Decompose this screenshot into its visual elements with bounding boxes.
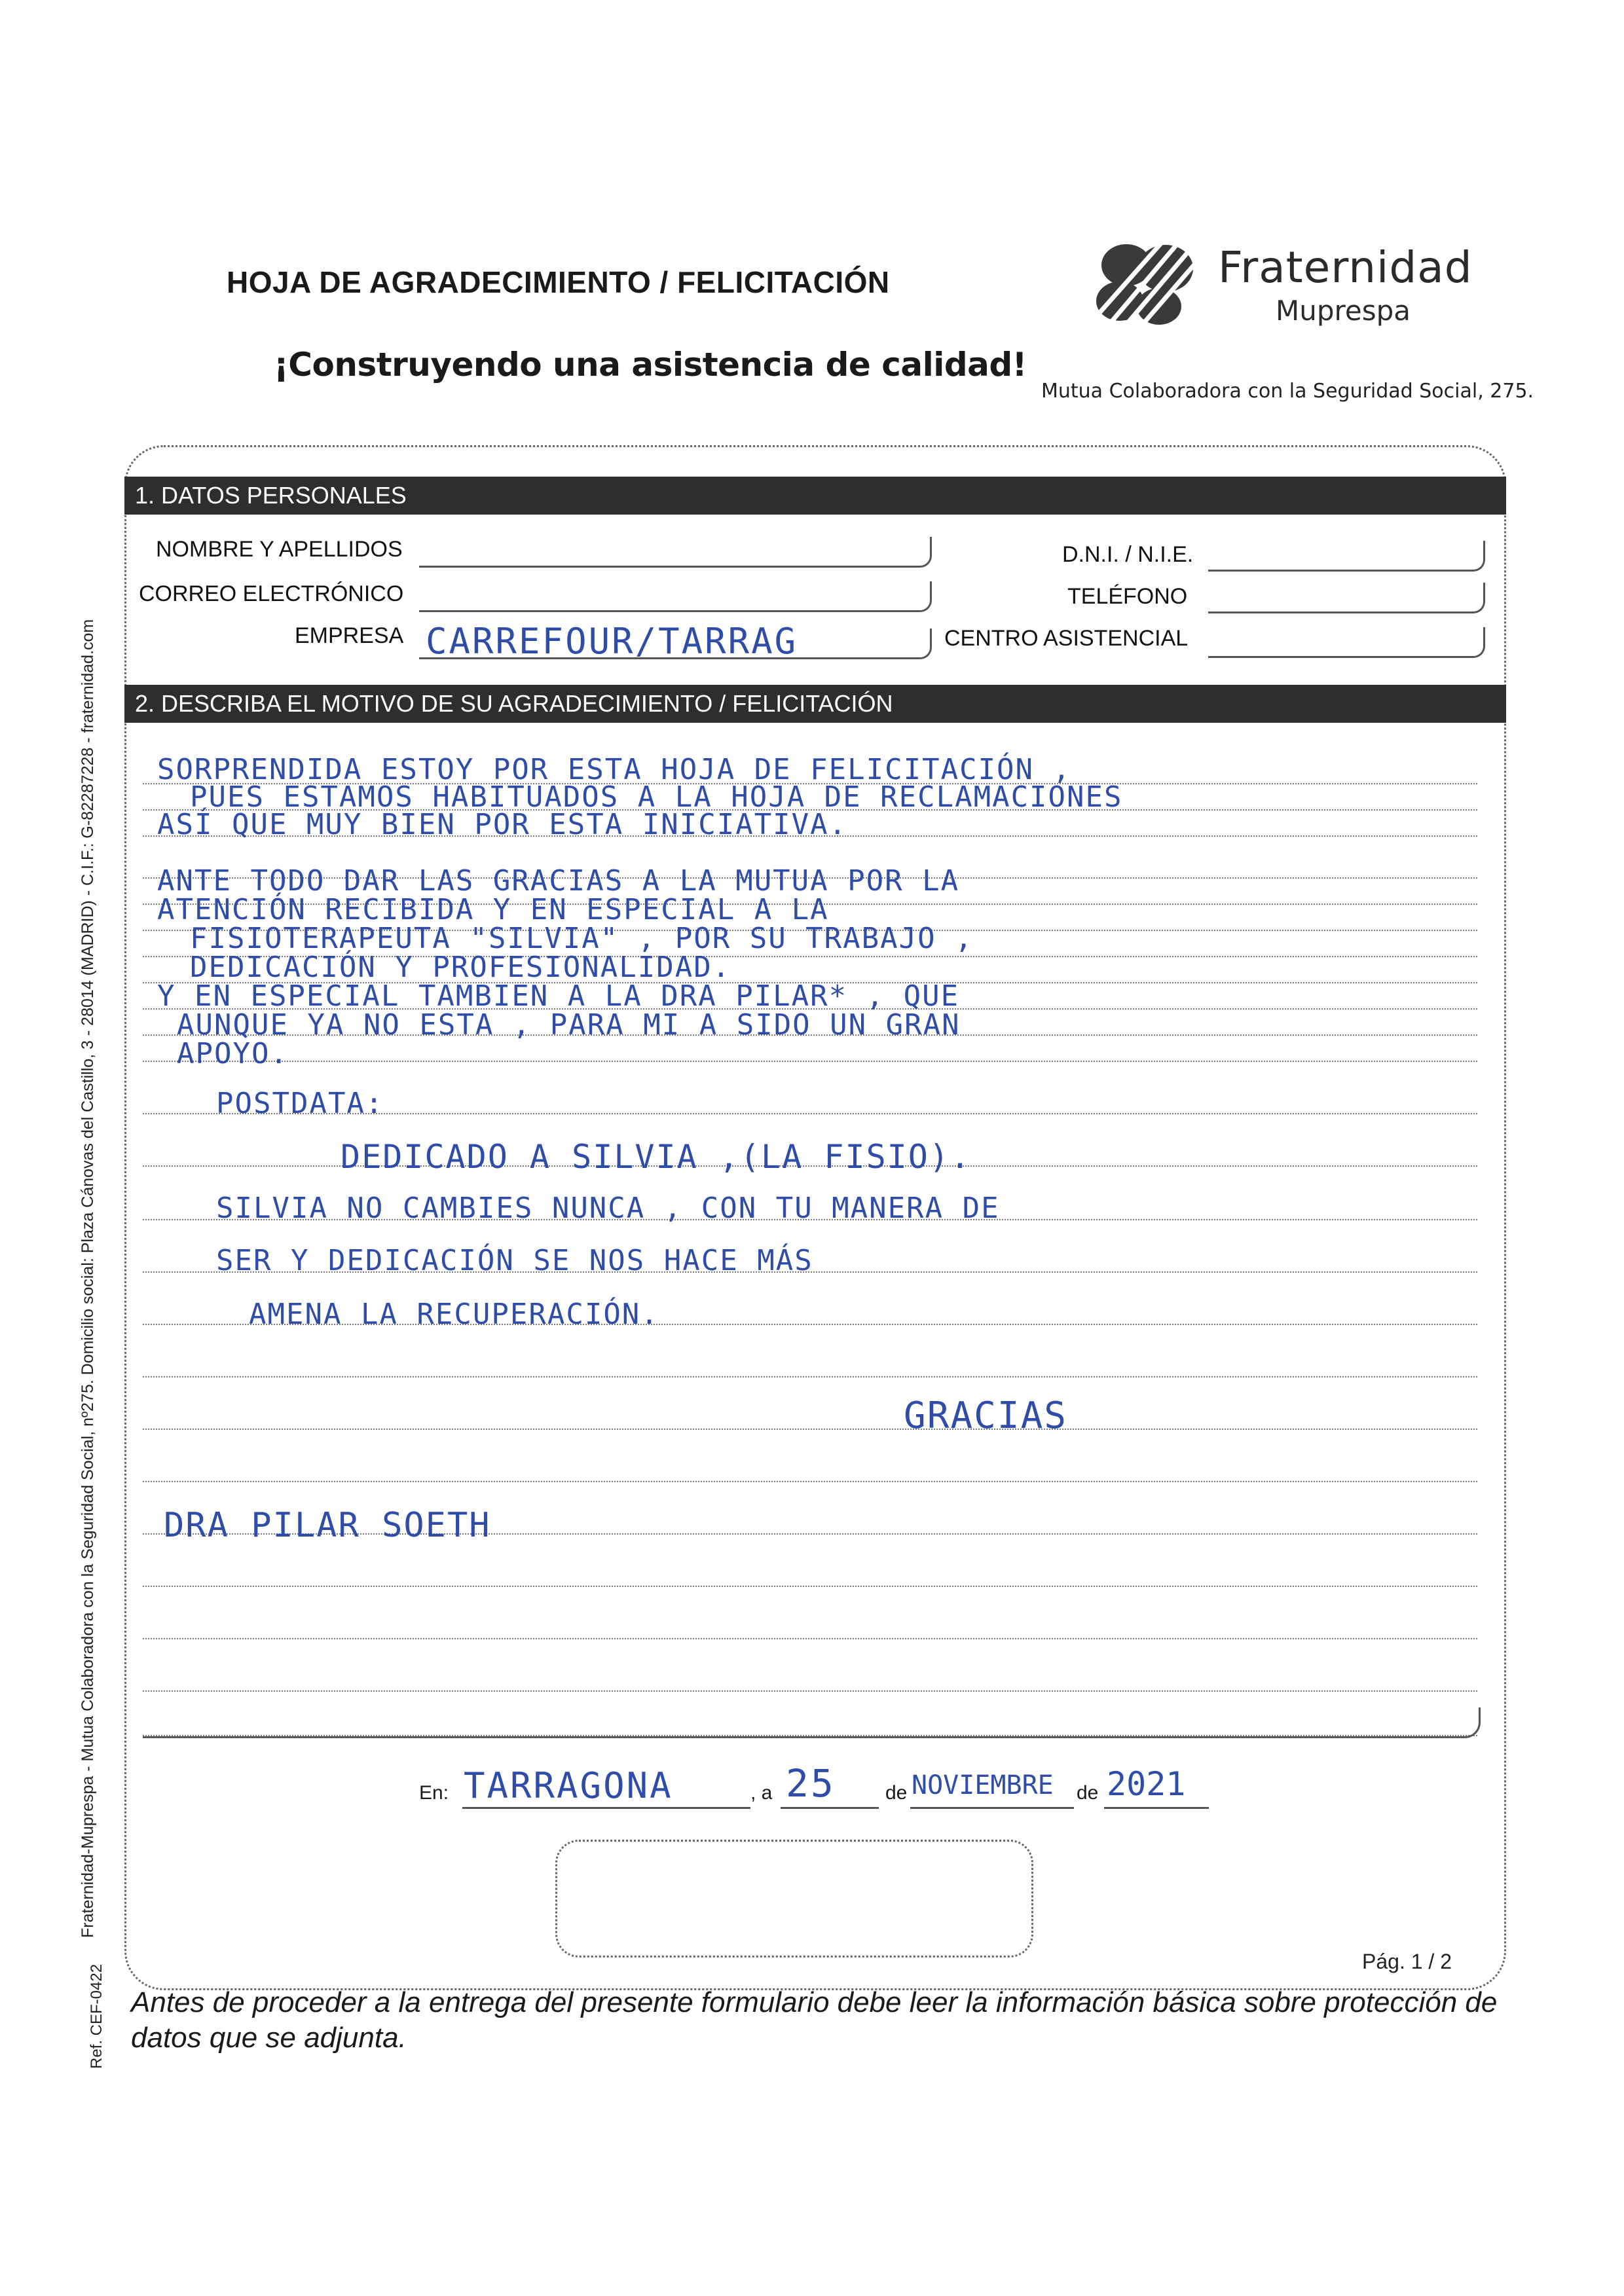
ruled-line: [143, 1429, 1477, 1430]
empresa-value: CARREFOUR/TARRAG: [426, 621, 798, 662]
message-line: DEDICADO A SILVIA ,(LA FISIO).: [341, 1138, 972, 1176]
brand-name: Fraternidad: [1218, 242, 1473, 293]
dni-field[interactable]: [1208, 541, 1485, 572]
correo-label: CORREO ELECTRÓNICO: [139, 581, 404, 606]
date-year: 2021: [1107, 1765, 1186, 1803]
section-personal-data-heading: 1. DATOS PERSONALES: [124, 477, 1506, 515]
data-protection-note: Antes de proceder a la entrega del presente formulario debe leer la información básica sobre protección de datos que se adjunta.: [131, 1986, 1498, 2054]
message-line: FISIOTERAPEUTA "SILVIA" , POR SU TRABAJO ,: [190, 922, 974, 955]
closing-line: [143, 1707, 1481, 1738]
correo-field[interactable]: [419, 581, 932, 612]
dni-label: D.N.I. / N.I.E.: [1062, 542, 1194, 567]
form-title: HOJA DE AGRADECIMIENTO / FELICITACIÓN: [227, 265, 890, 299]
form-subtitle: ¡Construyendo una asistencia de calidad!: [274, 346, 1027, 384]
date-place-line[interactable]: [462, 1807, 750, 1809]
signature-name: DRA PILAR SOETH: [164, 1506, 491, 1545]
date-de2-label: de: [1077, 1782, 1099, 1804]
message-line: GRACIAS: [904, 1394, 1068, 1437]
message-line: SILVIA NO CAMBIES NUNCA , CON TU MANERA DE: [216, 1192, 1000, 1225]
side-ref-code: Ref. CEF-0422: [88, 1963, 105, 2069]
message-line: ATENCIÓN RECIBIDA Y EN ESPECIAL A LA: [157, 893, 829, 926]
signature-box[interactable]: [555, 1840, 1033, 1958]
date-year-line[interactable]: [1104, 1807, 1209, 1809]
centro-field[interactable]: [1208, 627, 1485, 658]
message-line: SER Y DEDICACIÓN SE NOS HACE MÁS: [216, 1244, 813, 1277]
ruled-line: [143, 1586, 1477, 1587]
nombre-field[interactable]: [419, 537, 932, 568]
date-day: 25: [786, 1761, 836, 1806]
date-month-line[interactable]: [910, 1807, 1074, 1809]
brand-subname: Muprespa: [1276, 295, 1411, 327]
date-a-label: , a: [750, 1782, 773, 1804]
telefono-field[interactable]: [1208, 583, 1485, 613]
ruled-line: [143, 1690, 1477, 1692]
message-line: POSTDATA:: [216, 1087, 384, 1120]
section-motivo-heading: 2. DESCRIBA EL MOTIVO DE SU AGRADECIMIENTO / FELICITACIÓN: [124, 685, 1506, 723]
message-line: DEDICACIÓN Y PROFESIONALIDAD.: [190, 951, 731, 984]
centro-label: CENTRO ASISTENCIAL: [944, 626, 1189, 651]
side-legal-text: Fraternidad-Muprespa - Mutua Colaboradora con la Seguridad Social, nº275. Domicilio social: Plaza Cánovas del Castillo, 3 - 28014 (MADRID) - C.I.F.: G-82287228 - fraternidad.com: [79, 619, 97, 1938]
message-line: AMENA LA RECUPERACIÓN.: [249, 1298, 659, 1331]
ruled-line: [143, 1376, 1477, 1377]
ruled-line: [143, 1061, 1477, 1062]
fraternidad-logo-icon: [1080, 236, 1211, 334]
empresa-label: EMPRESA: [295, 623, 404, 648]
date-day-line[interactable]: [781, 1807, 879, 1809]
message-line: APOYO.: [177, 1037, 289, 1070]
date-month: NOVIEMBRE: [912, 1770, 1054, 1800]
message-line: ANTE TODO DAR LAS GRACIAS A LA MUTUA POR LA: [157, 864, 960, 898]
page-number: Pág. 1 / 2: [1362, 1950, 1452, 1973]
message-line: Y EN ESPECIAL TAMBIEN A LA DRA PILAR* , QUE: [157, 979, 960, 1013]
message-line: ASÍ QUE MUY BIEN POR ESTA INICIATIVA.: [157, 808, 848, 841]
message-line: PUES ESTAMOS HABITUADOS A LA HOJA DE RECLAMACIONES: [190, 780, 1123, 814]
message-line: AUNQUE YA NO ESTA , PARA MI A SIDO UN GRAN: [177, 1008, 961, 1042]
date-place: TARRAGONA: [464, 1765, 673, 1806]
telefono-label: TELÉFONO: [1067, 584, 1188, 609]
date-de1-label: de: [885, 1782, 908, 1804]
ruled-line: [143, 1481, 1477, 1482]
nombre-label: NOMBRE Y APELLIDOS: [156, 537, 403, 562]
mutua-line: Mutua Colaboradora con la Seguridad Social, 275.: [1041, 380, 1534, 403]
ruled-line: [143, 1638, 1477, 1639]
message-line: SORPRENDIDA ESTOY POR ESTA HOJA DE FELICITACIÓN ,: [157, 753, 1072, 786]
date-en-label: En:: [419, 1782, 449, 1804]
